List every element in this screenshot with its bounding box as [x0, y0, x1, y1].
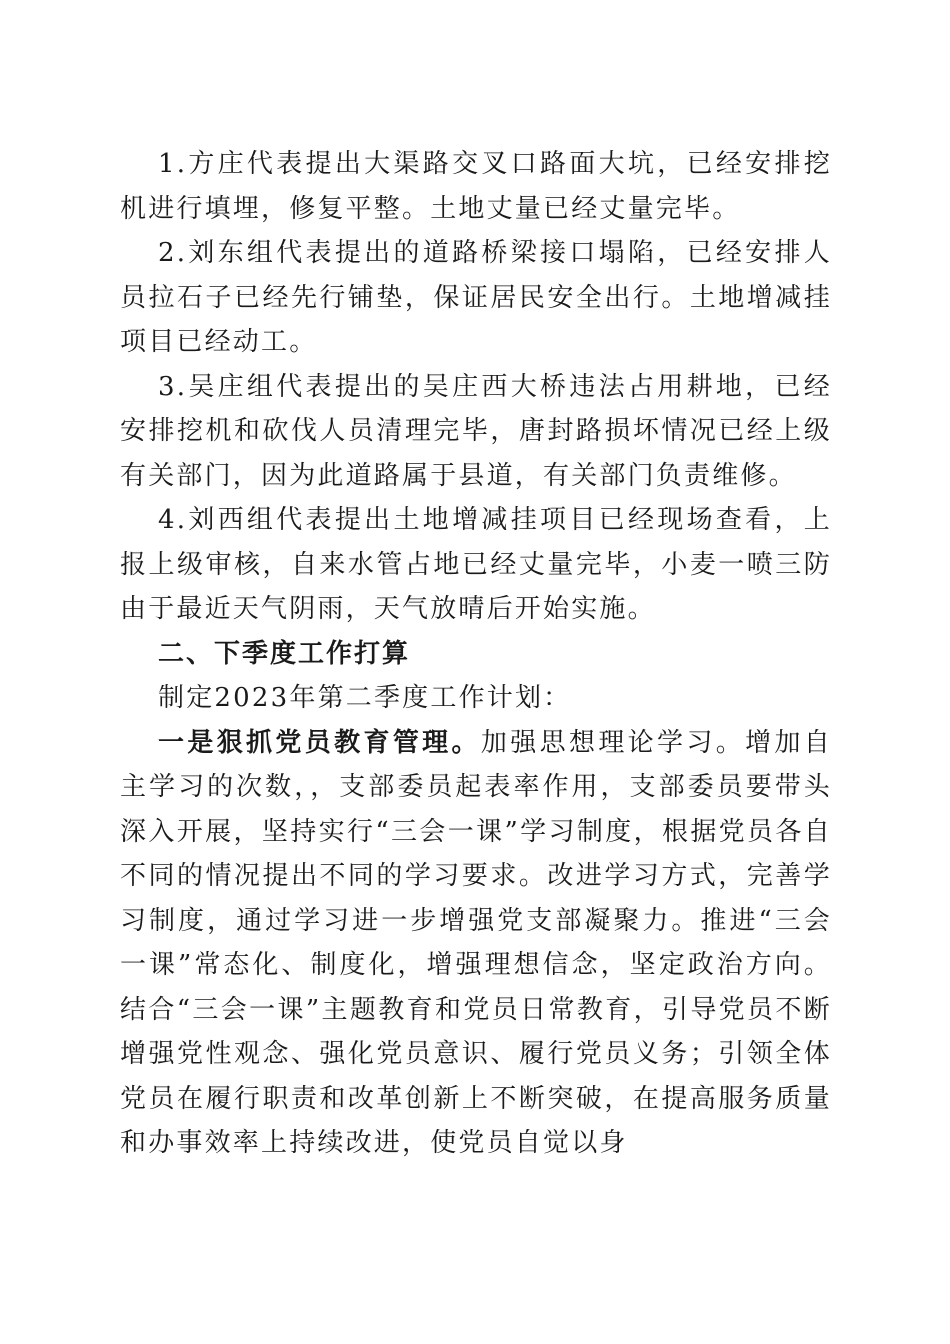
plan-item-1: [120, 721, 832, 1166]
paragraph-item-4: 4.刘西组代表提出土地增减挂项目已经现场查看，上报上级审核，自来水管占地已经丈量完毕，小麦一喷三防由于最近天气阴雨，天气放晴后开始实施。: [120, 505, 832, 624]
paragraph-item-3: 3.吴庄组代表提出的吴庄西大桥违法占用耕地，已经安排挖机和砍伐人员清理完毕，唐封路损坏情况已经上级有关部门，因为此道路属于县道，有关部门负责维修。: [120, 371, 832, 491]
section-heading: 二、下季度工作打算: [158, 638, 411, 669]
paragraph-item-1: 1.方庄代表提出大渠路交叉口路面大坑，已经安排挖机进行填埋，修复平整。土地丈量已经丈量完毕。: [120, 149, 832, 224]
plan-intro: 制定2023年第二季度工作计划：: [158, 683, 572, 713]
paragraph-item-2: 2.刘东组代表提出的道路桥梁接口塌陷，已经安排人员拉石子已经先行铺垫，保证居民安全出行。土地增减挂项目已经动工。: [120, 238, 832, 357]
plan-item-lead: 一是狠抓党员教育管理。: [158, 727, 481, 758]
plan-item-body: 加强思想理论学习。增加自主学习的次数，，支部委员起表率作用，支部委员要带头深入开展，坚持实行“三会一课”学习制度，根据党员各自不同的情况提出不同的学习要求。改进学习方式，完善学习制度，通过学习进一步增强党支部凝聚力。推进“三会一课”常态化、制度化，增强理想信念，坚定政治方向。结合“三会一课”主题教育和党员日常教育，引导党员不断增强党性观念、强化党员意识、履行党员义务；引领全体党员在履行职责和改革创新上不断突破，在提高服务质量和办事效率上持续改进，使党员自觉以身: [120, 727, 833, 1158]
document-body: [120, 142, 832, 1166]
